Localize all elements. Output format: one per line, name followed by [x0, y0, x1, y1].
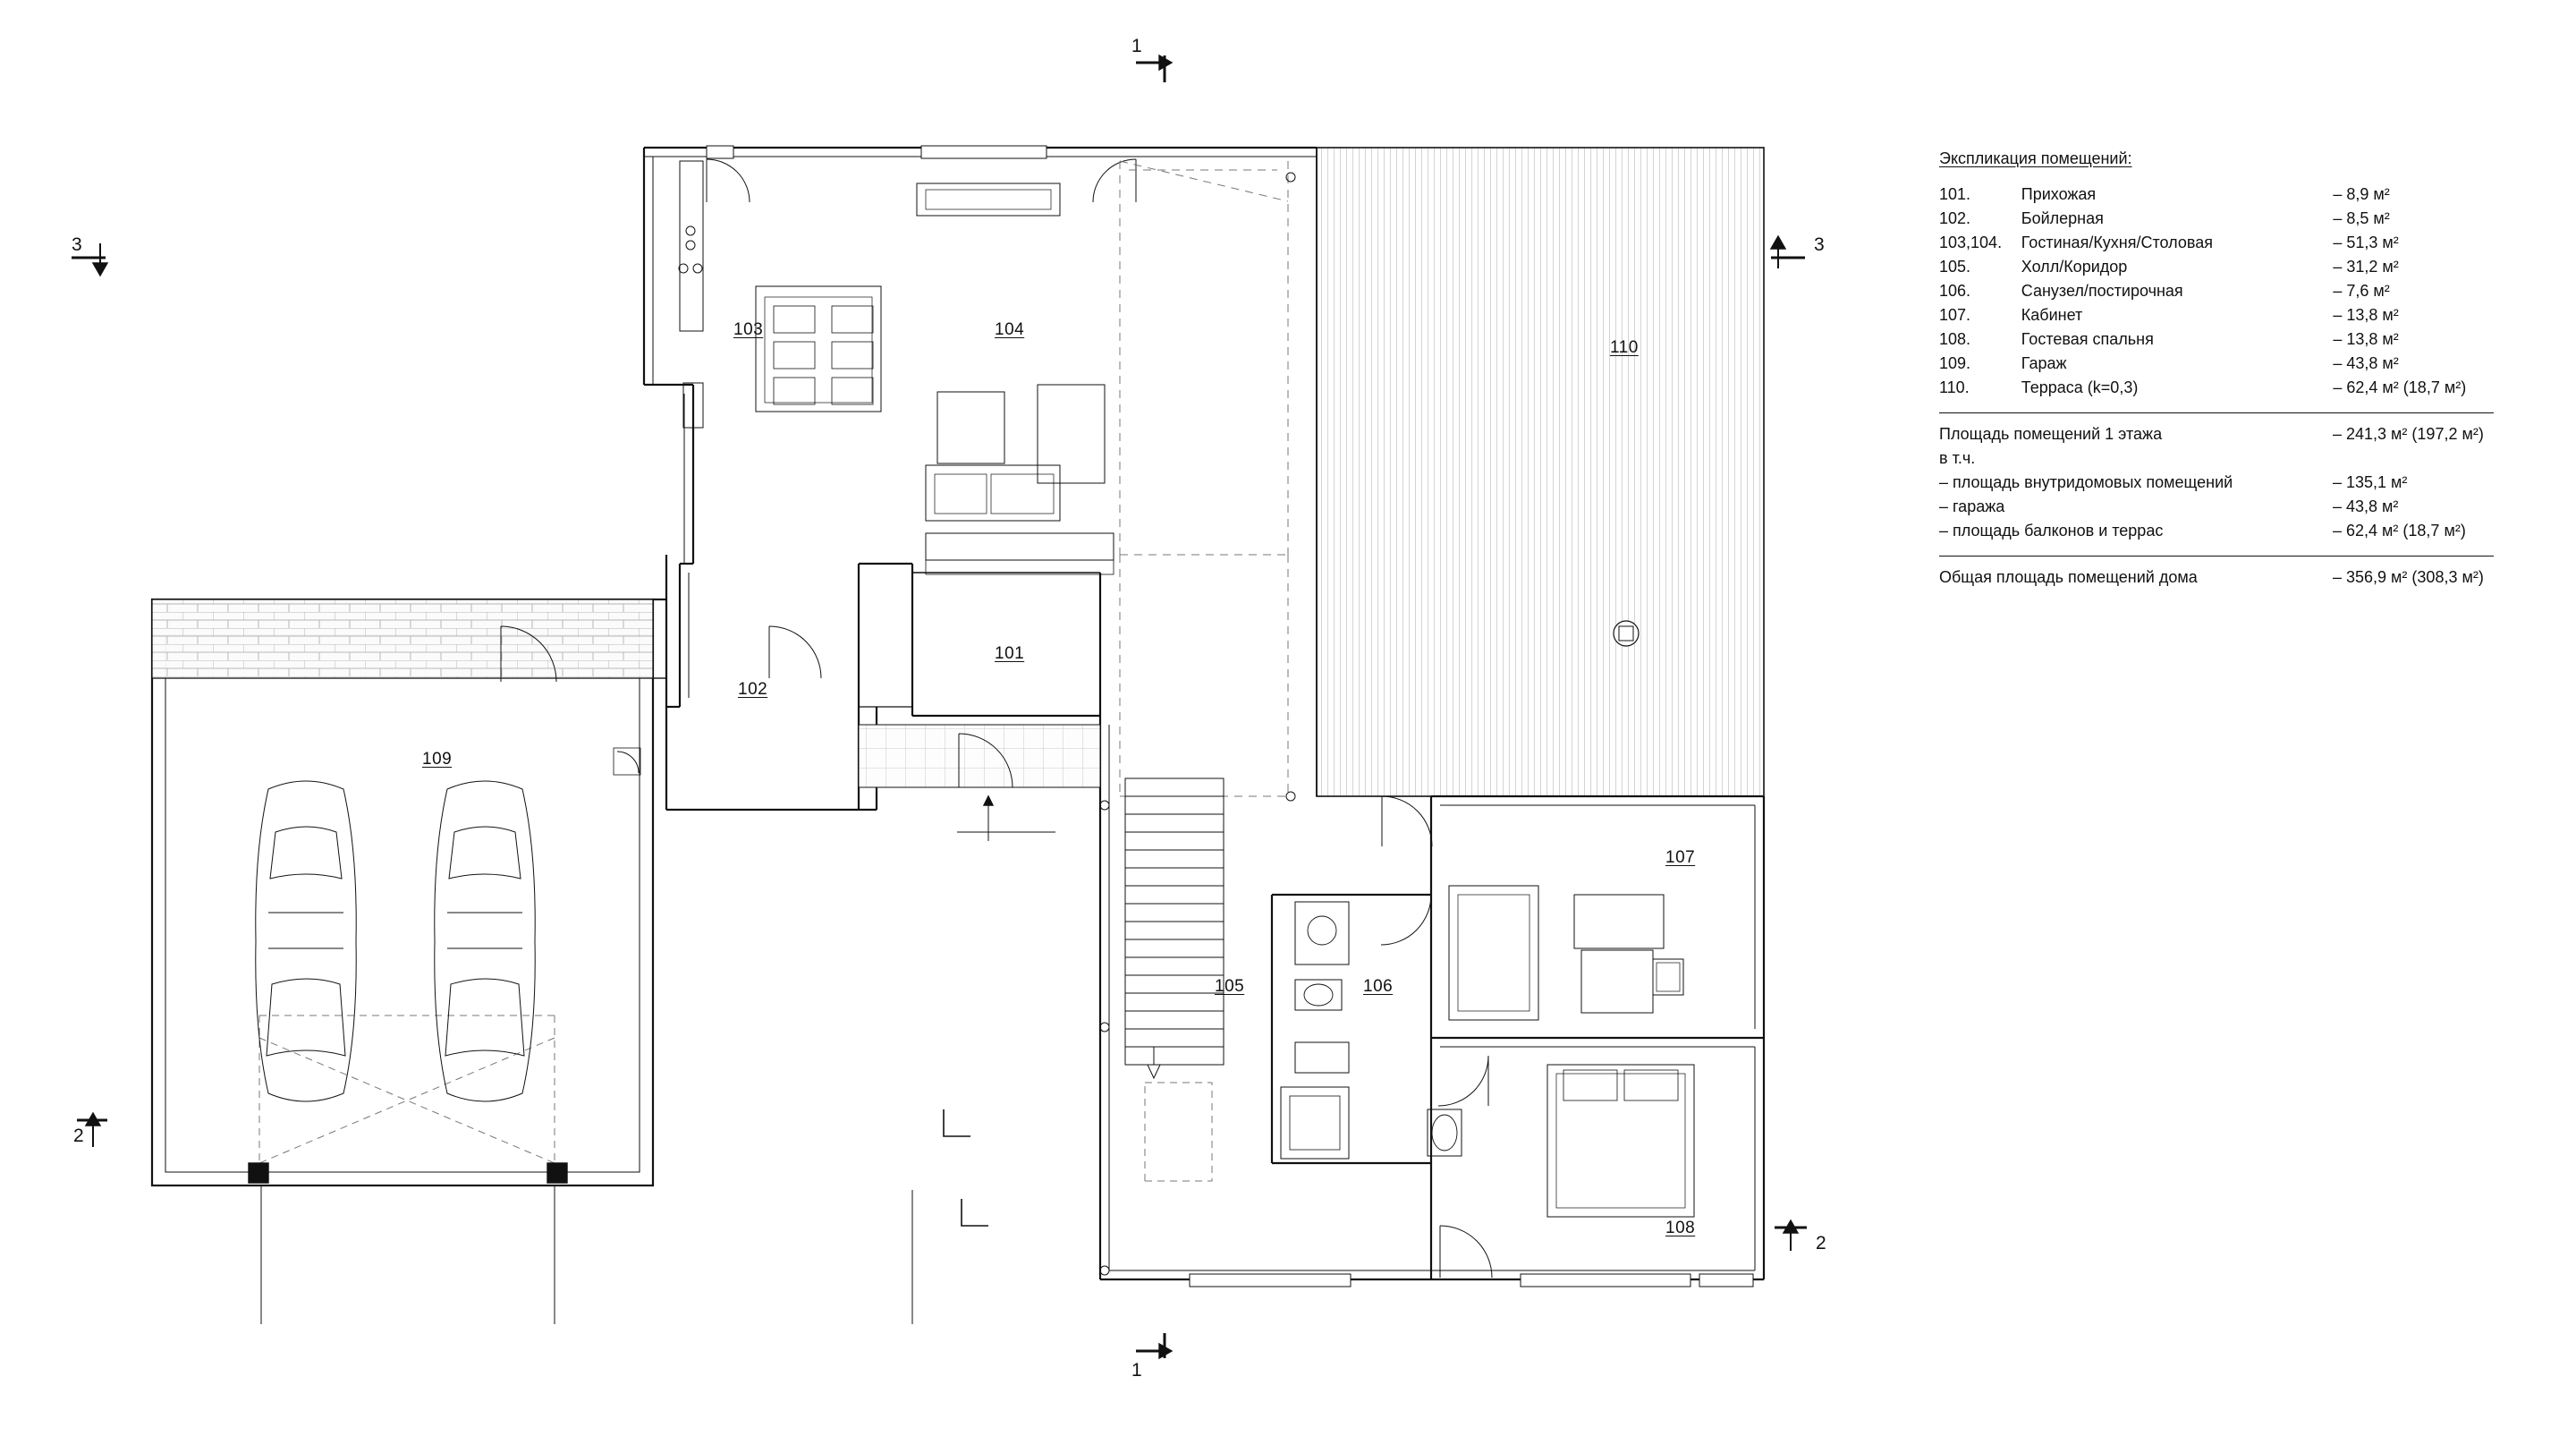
room-label-107: 107	[1665, 848, 1696, 867]
room-label-102: 102	[738, 680, 768, 699]
legend-room-name: Бойлерная	[2021, 209, 2104, 227]
legend-divider-1	[1939, 412, 2494, 413]
room-label-108: 108	[1665, 1219, 1696, 1237]
section-axis-left-2: 2	[73, 1126, 84, 1146]
legend-row	[1939, 259, 2503, 283]
legend-room-area: – 43,8 м²	[2333, 354, 2399, 372]
section-axis-bottom-1: 1	[1131, 1360, 1142, 1381]
legend-row	[1939, 331, 2503, 355]
legend-row	[1939, 307, 2503, 331]
room-label-101: 101	[995, 644, 1025, 663]
room-label-110: 110	[1610, 338, 1639, 357]
total-area-label: Общая площадь помещений дома	[1939, 568, 2198, 586]
legend-number: 101.	[1939, 185, 1971, 203]
room-label-109: 109	[422, 750, 453, 769]
legend-room-name: Гостевая спальня	[2021, 330, 2154, 348]
legend-room-area: – 31,2 м²	[2333, 258, 2399, 276]
legend-row	[1939, 283, 2503, 307]
legend-number: 106.	[1939, 282, 1971, 300]
summary-row	[1939, 426, 2503, 450]
legend-number: 103,104.	[1939, 234, 2003, 251]
legend-table	[1939, 186, 2503, 404]
summary-balcony-label: – площадь балконов и террас	[1939, 522, 2164, 540]
total-row	[1939, 569, 2503, 593]
legend-room-name: Санузел/постирочная	[2021, 282, 2183, 300]
room-explication-legend	[1939, 150, 2503, 593]
summary-row	[1939, 498, 2503, 523]
summary-floor-area-value: – 241,3 м² (197,2 м²)	[2333, 425, 2484, 443]
legend-room-name: Гостиная/Кухня/Столовая	[2021, 234, 2213, 251]
legend-row	[1939, 210, 2503, 234]
legend-title: Экспликация помещений:	[1939, 149, 2132, 167]
room-label-103: 103	[733, 320, 764, 339]
legend-room-area: – 51,3 м²	[2333, 234, 2399, 251]
section-axis-left-3: 3	[72, 234, 82, 255]
legend-row	[1939, 379, 2503, 404]
section-axis-right-2: 2	[1816, 1233, 1826, 1253]
summary-garage-value: – 43,8 м²	[2333, 497, 2399, 515]
legend-row	[1939, 355, 2503, 379]
room-label-105: 105	[1215, 977, 1245, 996]
legend-room-area: – 13,8 м²	[2333, 306, 2399, 324]
summary-floor-area-label: Площадь помещений 1 этажа	[1939, 425, 2163, 443]
legend-room-area: – 8,5 м²	[2333, 209, 2390, 227]
legend-room-area: – 13,8 м²	[2333, 330, 2399, 348]
legend-room-name: Прихожая	[2021, 185, 2097, 203]
summary-row	[1939, 523, 2503, 547]
section-axis-right-3: 3	[1814, 234, 1825, 255]
legend-room-name: Холл/Коридор	[2021, 258, 2128, 276]
legend-number: 102.	[1939, 209, 1971, 227]
legend-room-area: – 62,4 м² (18,7 м²)	[2333, 378, 2467, 396]
legend-room-name: Гараж	[2021, 354, 2067, 372]
legend-row	[1939, 186, 2503, 210]
legend-room-area: – 8,9 м²	[2333, 185, 2390, 203]
legend-number: 105.	[1939, 258, 1971, 276]
total-area-summary	[1939, 569, 2503, 593]
summary-including-value	[2333, 450, 2503, 474]
summary-including-label: в т.ч.	[1939, 449, 1976, 467]
room-label-106: 106	[1363, 977, 1394, 996]
summary-balcony-value: – 62,4 м² (18,7 м²)	[2333, 522, 2466, 540]
legend-number: 109.	[1939, 354, 1971, 372]
legend-number: 110.	[1939, 378, 1970, 396]
legend-divider-2	[1939, 556, 2494, 557]
room-label-104: 104	[995, 320, 1025, 339]
section-axis-top-1: 1	[1131, 36, 1142, 56]
summary-row	[1939, 474, 2503, 498]
floor-area-summary	[1939, 426, 2503, 547]
summary-row	[1939, 450, 2503, 474]
legend-room-area: – 7,6 м²	[2333, 282, 2390, 300]
legend-room-name: Кабинет	[2021, 306, 2083, 324]
summary-indoor-value: – 135,1 м²	[2333, 473, 2408, 491]
summary-indoor-label: – площадь внутридомовых помещений	[1939, 473, 2233, 491]
legend-number: 108.	[1939, 330, 1971, 348]
total-area-value: – 356,9 м² (308,3 м²)	[2333, 568, 2484, 586]
summary-garage-label: – гаража	[1939, 497, 2005, 515]
legend-room-name: Терраса (k=0,3)	[2021, 378, 2139, 396]
legend-row	[1939, 234, 2503, 259]
legend-number: 107.	[1939, 306, 1971, 324]
